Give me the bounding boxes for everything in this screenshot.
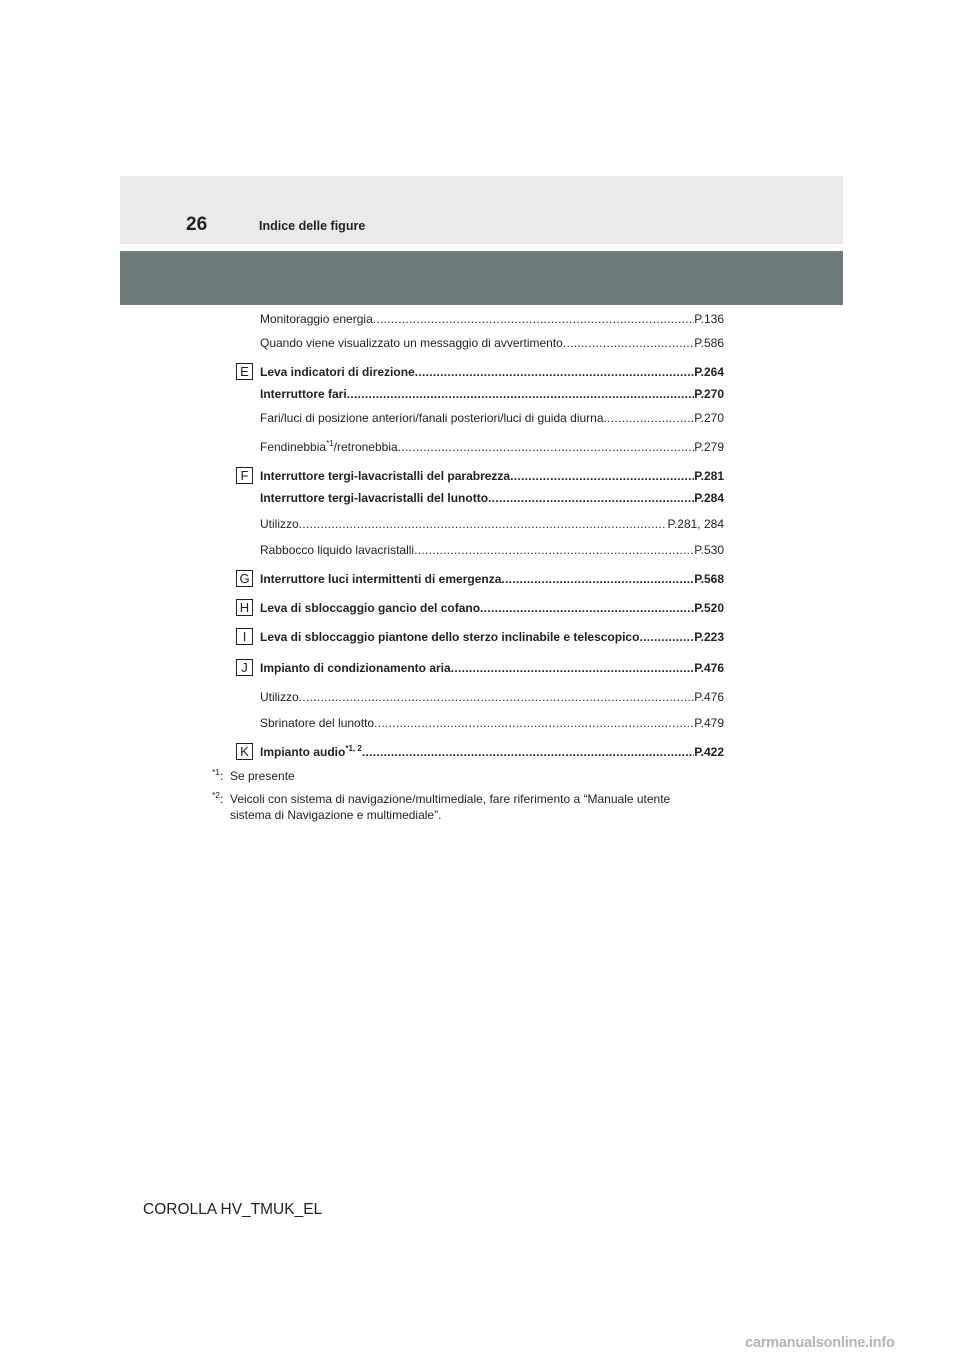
leader-dots — [604, 410, 695, 426]
leader-dots — [639, 629, 694, 645]
index-entry[interactable] — [260, 410, 724, 426]
entry-label-text: Monitoraggio energia — [260, 312, 373, 326]
page-reference[interactable]: P.270 — [694, 411, 724, 425]
entry-label — [260, 335, 563, 351]
leader-dots — [299, 516, 668, 532]
entry-label-text: Impianto audio — [260, 745, 346, 759]
page-reference[interactable]: P.281, 284 — [667, 517, 724, 531]
footnote-mark — [212, 791, 230, 807]
index-entry[interactable] — [260, 629, 724, 645]
entry-label — [260, 311, 373, 327]
page-number: 26 — [186, 214, 208, 235]
footnote-mark-colon: : — [220, 769, 224, 783]
footnote — [212, 768, 712, 784]
page-reference[interactable]: P.284 — [694, 491, 724, 505]
index-entry[interactable] — [260, 571, 724, 587]
index-entry[interactable] — [260, 660, 724, 676]
entry-label — [260, 410, 604, 426]
entry-label — [260, 571, 501, 587]
index-entry[interactable] — [260, 542, 724, 558]
page-reference[interactable]: P.279 — [694, 440, 724, 454]
entry-label — [260, 600, 480, 616]
leader-dots — [299, 689, 695, 705]
entry-label — [260, 386, 347, 402]
entry-label-suffix: /retronebbia — [333, 440, 398, 454]
footnote-mark — [212, 768, 230, 784]
page-reference[interactable]: P.476 — [694, 690, 724, 704]
entry-label-text: Fari/luci di posizione anteriori/fanali posteriori/luci di guida diurna — [260, 411, 604, 425]
entry-label-text: Utilizzo — [260, 690, 299, 704]
page-reference[interactable]: P.264 — [694, 365, 724, 379]
entry-label-text: Leva di sbloccaggio gancio del cofano — [260, 601, 481, 615]
leader-dots — [374, 715, 694, 731]
index-entry[interactable] — [260, 439, 724, 455]
leader-dots — [563, 335, 694, 351]
entry-label-text: Interruttore tergi-lavacristalli del lunotto — [260, 491, 489, 505]
entry-label — [260, 364, 415, 380]
entry-label-text: Interruttore tergi-lavacristalli del parabrezza — [260, 469, 511, 483]
index-entry[interactable] — [260, 335, 724, 351]
leader-dots — [373, 311, 694, 327]
footnote — [212, 791, 712, 823]
page-reference[interactable]: P.136 — [694, 312, 724, 326]
leader-dots — [501, 571, 694, 587]
leader-dots — [347, 386, 695, 402]
entry-label — [260, 468, 510, 484]
section-badge-g: G — [236, 570, 253, 587]
page-reference[interactable]: P.586 — [694, 336, 724, 350]
page-reference[interactable]: P.530 — [694, 543, 724, 557]
page-reference[interactable]: P.520 — [694, 601, 724, 615]
footer-model-code: COROLLA HV_TMUK_EL — [143, 1201, 323, 1218]
entry-label — [260, 490, 488, 506]
leader-dots — [451, 660, 695, 676]
index-entry[interactable] — [260, 311, 724, 327]
index-entry[interactable] — [260, 386, 724, 402]
entry-label — [260, 439, 398, 455]
page-reference[interactable]: P.568 — [694, 572, 724, 586]
entry-label-text: Leva indicatori di direzione — [260, 365, 415, 379]
leader-dots — [488, 490, 694, 506]
section-badge-j: J — [236, 659, 253, 676]
entry-label-text: Sbrinatore del lunotto — [260, 716, 375, 730]
dark-band — [120, 251, 843, 305]
index-entry[interactable] — [260, 490, 724, 506]
page-reference[interactable]: P.270 — [694, 387, 724, 401]
index-entry[interactable] — [260, 468, 724, 484]
leader-dots — [414, 542, 694, 558]
index-entry[interactable] — [260, 715, 724, 731]
index-entry[interactable] — [260, 516, 724, 532]
section-badge-h: H — [236, 599, 253, 616]
entry-label-text: Interruttore fari — [260, 387, 347, 401]
entry-label — [260, 744, 362, 760]
footnote-mark-number: *2 — [212, 790, 221, 800]
entry-label — [260, 516, 299, 532]
entry-label — [260, 715, 374, 731]
watermark: carmanualsonline.info — [745, 1335, 895, 1351]
page-reference[interactable]: P.281 — [694, 469, 724, 483]
entry-label — [260, 660, 451, 676]
entry-label-text: Quando viene visualizzato un messaggio di avvertimento — [260, 336, 563, 350]
section-badge-i: I — [236, 628, 253, 645]
section-badge-k: K — [236, 743, 253, 760]
entry-label — [260, 689, 299, 705]
section-badge-e: E — [236, 363, 253, 380]
entry-label-text: Utilizzo — [260, 517, 299, 531]
footnote-ref: *1 — [326, 439, 334, 448]
footnote-ref: *1, 2 — [345, 744, 362, 753]
entry-label — [260, 629, 639, 645]
header-band — [120, 176, 843, 244]
entry-label-text: Rabbocco liquido lavacristalli — [260, 543, 415, 557]
page-reference[interactable]: P.223 — [694, 630, 724, 644]
page-reference[interactable]: P.479 — [694, 716, 724, 730]
leader-dots — [510, 468, 694, 484]
leader-dots — [480, 600, 694, 616]
page-reference[interactable]: P.422 — [694, 745, 724, 759]
index-entry[interactable] — [260, 600, 724, 616]
entry-label-text: Interruttore luci intermittenti di emergenza — [260, 572, 502, 586]
entry-label-text: Leva di sbloccaggio piantone dello sterzo inclinabile e telescopico — [260, 630, 640, 644]
section-title: Indice delle figure — [259, 219, 366, 233]
leader-dots — [415, 364, 694, 380]
footnote-mark-number: *1 — [212, 767, 221, 777]
entry-label-text: Fendinebbia — [260, 440, 327, 454]
page-reference[interactable]: P.476 — [694, 661, 724, 675]
footnote-mark-colon: : — [220, 792, 224, 806]
index-entry[interactable] — [260, 689, 724, 705]
index-entry[interactable] — [260, 744, 724, 760]
footnote-text: Veicoli con sistema di navigazione/multimediale, fare riferimento a “Manuale utente sistema di Navigazione e multimediale”. — [230, 792, 671, 822]
entry-label — [260, 542, 414, 558]
footnote-text: Se presente — [230, 769, 295, 783]
index-entry[interactable] — [260, 364, 724, 380]
section-badge-f: F — [236, 467, 253, 484]
entry-label-text: Impianto di condizionamento aria — [260, 661, 451, 675]
leader-dots — [362, 744, 694, 760]
leader-dots — [398, 439, 695, 455]
